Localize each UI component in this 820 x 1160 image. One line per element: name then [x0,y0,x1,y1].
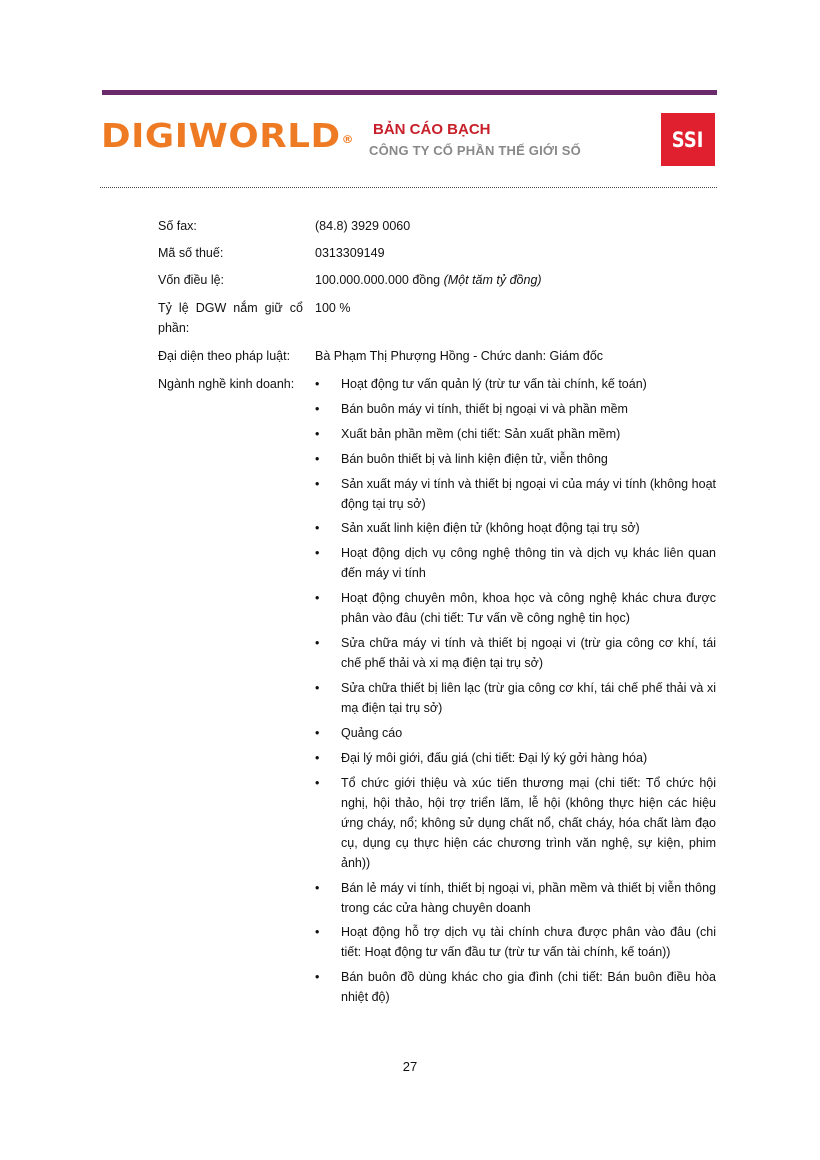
header-top-rule [102,90,717,95]
ssi-logo [661,113,715,166]
page-number: 27 [402,1059,418,1074]
list-item: • Hoạt động chuyên môn, khoa học và công nghệ khác chưa được phân vào đâu (chi tiết: Tư vấn về công nghệ tin học) [315,588,716,628]
bullet-icon: • [315,377,320,391]
list-item: • Bán buôn thiết bị và linh kiện điện tử, viễn thông [315,449,716,469]
list-item: • Sản xuất linh kiện điện tử (không hoạt động tại trụ sở) [315,518,716,538]
bullet-icon: • [315,401,320,416]
ownership-value: 100 % [315,301,351,315]
capital-in-words: (Một tăm tỷ đồng) [443,273,542,287]
representative-label: Đại diện theo pháp luật: [158,349,291,363]
business-label: Ngành nghề kinh doanh: [158,377,295,391]
list-item: • Bán lẻ máy vi tính, thiết bị ngoại vi, phần mềm và thiết bị viễn thông trong các cửa hàng chuyên doanh [315,878,716,918]
bullet-icon: • [315,925,320,940]
list-item: • Quảng cáo [315,723,716,743]
list-item: • Sửa chữa thiết bị liên lạc (trừ gia công cơ khí, tái chế phế thải và xi mạ điện tại trụ sở) [315,678,716,718]
bullet-icon: • [315,476,320,491]
list-item: • Bán buôn đồ dùng khác cho gia đình (chi tiết: Bán buôn điều hòa nhiệt độ) [315,967,716,1007]
ownership-label: Tỷ lệ DGW nắm giữ cổ phần: [158,301,303,335]
registered-mark: ® [341,133,355,146]
list-item: • Sản xuất máy vi tính và thiết bị ngoại vi của máy vi tính (không hoạt động tại trụ sở) [315,474,716,514]
list-item: • Hoạt động hỗ trợ dịch vụ tài chính chưa được phân vào đâu (chi tiết: Hoạt động tư vấn đầu tư (trừ tư vấn tài chính, kế toán)) [315,922,716,962]
list-item: • Đại lý môi giới, đấu giá (chi tiết: Đại lý ký gởi hàng hóa) [315,748,716,768]
bullet-icon: • [315,546,320,561]
bullet-icon: • [315,725,320,740]
bullet-icon: • [315,750,320,765]
bullet-icon: • [315,591,320,606]
bullet-icon: • [315,521,320,536]
ssi-logo-text: SSI [672,127,704,152]
capital-amount: 100.000.000.000 đồng [315,273,441,287]
bullet-icon: • [315,636,320,651]
list-item: • Tổ chức giới thiệu và xúc tiến thương mại (chi tiết: Tổ chức hội nghị, hội thảo, hội trợ triển lãm, lễ hội (không thực hiện các hiệu ứng cháy, nổ; không sử dụng chất nổ, chất cháy, hóa chất làm đạo cụ, dụng cụ thực hiện các chương trình văn nghệ, sự kiện, phim ảnh)) [315,773,716,873]
digiworld-logo [101,116,354,156]
business-lines-list [315,374,716,1012]
representative-value: Bà Phạm Thị Phượng Hồng - Chức danh: Giám đốc [315,349,604,363]
fax-label: Số fax: [158,219,197,233]
capital-value [315,270,715,290]
document-title: BẢN CÁO BẠCH [373,121,491,138]
header-dotted-divider [100,187,717,188]
bullet-icon: • [315,880,320,895]
list-item: • Hoạt động dịch vụ công nghệ thông tin và dịch vụ khác liên quan đến máy vi tính [315,543,716,583]
tax-label: Mã số thuế: [158,246,224,260]
bullet-icon: • [315,681,320,696]
bullet-icon: • [315,426,320,441]
digiworld-logo-text: DIGIWORLD [101,116,341,155]
tax-value: 0313309149 [315,246,385,260]
fax-value: (84.8) 3929 0060 [315,219,411,233]
list-item: • Sửa chữa máy vi tính và thiết bị ngoại vi (trừ gia công cơ khí, tái chế phế thải và xi mạ điện tại trụ sở) [315,633,716,673]
document-subtitle: CÔNG TY CỔ PHẦN THẾ GIỚI SỐ [369,143,581,158]
list-item: • Hoạt động tư vấn quản lý (trừ tư vấn tài chính, kế toán) [315,374,716,394]
bullet-icon: • [315,775,320,790]
list-item: • Bán buôn máy vi tính, thiết bị ngoại vi và phần mềm [315,399,716,419]
bullet-icon: • [315,970,320,985]
list-item: • Xuất bản phần mềm (chi tiết: Sản xuất phần mềm) [315,424,716,444]
bullet-icon: • [315,451,320,466]
capital-label: Vốn điều lệ: [158,273,225,287]
